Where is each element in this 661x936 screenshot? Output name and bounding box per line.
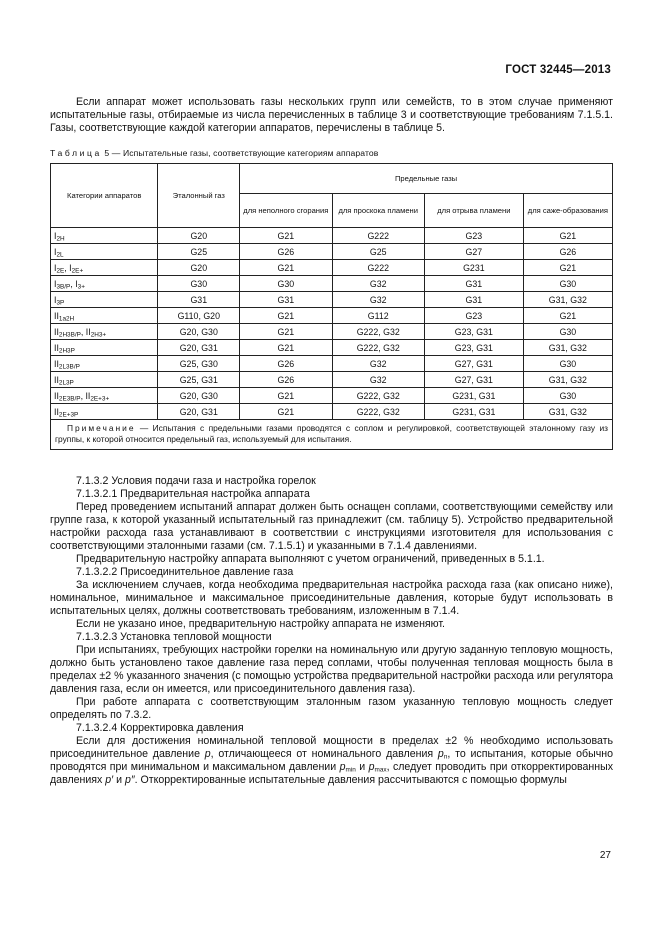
cell-flame-lift: G31 xyxy=(424,276,523,292)
table-row xyxy=(51,228,613,244)
cell-category: $I_{2H}$ xyxy=(51,228,158,244)
cell-flashback: G222 xyxy=(332,228,424,244)
cell-reference-gas: G25, G30 xyxy=(158,356,240,372)
header-flame-lift: для отрыва пламени xyxy=(424,194,523,228)
cell-flashback: G32 xyxy=(332,372,424,388)
cell-sooting: G30 xyxy=(523,356,612,372)
cell-reference-gas: G20, G31 xyxy=(158,340,240,356)
cell-reference-gas: G20 xyxy=(158,228,240,244)
cell-flame-lift: G23, G31 xyxy=(424,340,523,356)
header-sooting: для саже-образования xyxy=(523,194,612,228)
cell-category: $II_{2H3P}$ xyxy=(51,340,158,356)
cell-reference-gas: G20, G30 xyxy=(158,388,240,404)
cell-incomplete-combustion: G21 xyxy=(240,324,332,340)
cell-flame-lift: G27, G31 xyxy=(424,356,523,372)
intro-paragraph: Если аппарат может использовать газы нескольких групп или семейств, то в этом случае применяют испытательные газы, отбираемые из числа перечисленных в таблице 3 и соответствующие требованиям 7.1.5.1. Газы, соответствующие каждой категории аппаратов, перечислены в таблице 5. xyxy=(50,96,613,134)
cell-sooting: G30 xyxy=(523,324,612,340)
table-row xyxy=(51,340,613,356)
test-gas-table xyxy=(50,163,613,450)
cell-sooting: G21 xyxy=(523,260,612,276)
cell-flashback: G222, G32 xyxy=(332,388,424,404)
cell-incomplete-combustion: G21 xyxy=(240,388,332,404)
cell-reference-gas: G20, G30 xyxy=(158,324,240,340)
table-row xyxy=(51,356,613,372)
note-text: — Испытания с предельными газами проводятся с соплом и регулировкой, соответствующей эталонному газу из группы, к которой относится предельный газ, используемый для испытания. xyxy=(55,423,608,444)
cell-reference-gas: G110, G20 xyxy=(158,308,240,324)
cell-reference-gas: G30 xyxy=(158,276,240,292)
cell-category: $II_{2E+3P}$ xyxy=(51,404,158,420)
cell-sooting: G31, G32 xyxy=(523,340,612,356)
cell-category: $II_{2L3P}$ xyxy=(51,372,158,388)
cell-flame-lift: G231 xyxy=(424,260,523,276)
cell-flame-lift: G231, G31 xyxy=(424,388,523,404)
cell-incomplete-combustion: G21 xyxy=(240,340,332,356)
cell-sooting: G31, G32 xyxy=(523,372,612,388)
cell-reference-gas: G25 xyxy=(158,244,240,260)
cell-category: $I_{3B/P}$, $I_{3+}$ xyxy=(51,276,158,292)
section-body xyxy=(50,475,613,787)
cell-sooting: G31, G32 xyxy=(523,404,612,420)
table-row xyxy=(51,372,613,388)
cell-flame-lift: G23 xyxy=(424,308,523,324)
header-incomplete-combustion: для неполного сгорания xyxy=(240,194,332,228)
cell-incomplete-combustion: G21 xyxy=(240,404,332,420)
cell-category: $II_{2L3B/P}$ xyxy=(51,356,158,372)
cell-sooting: G30 xyxy=(523,276,612,292)
cell-reference-gas: G20, G31 xyxy=(158,404,240,420)
cell-sooting: G30 xyxy=(523,388,612,404)
cell-flashback: G112 xyxy=(332,308,424,324)
cell-sooting: G31, G32 xyxy=(523,292,612,308)
table-caption-text: 5 — Испытательные газы, соответствующие категориям аппаратов xyxy=(101,148,379,158)
table-row xyxy=(51,404,613,420)
heading-7-1-3-2-1: 7.1.3.2.1 Предварительная настройка аппарата xyxy=(76,488,310,500)
cell-sooting: G21 xyxy=(523,308,612,324)
cell-reference-gas: G31 xyxy=(158,292,240,308)
header-reference-gas: Эталонный газ xyxy=(158,164,240,228)
cell-reference-gas: G25, G31 xyxy=(158,372,240,388)
paragraph-heat-input-reference: При работе аппарата с соответствующим эталонным газом указанную тепловую мощность следует определять по 7.3.2. xyxy=(50,696,613,721)
cell-category: $I_{3P}$ xyxy=(51,292,158,308)
document-code: ГОСТ 32445—2013 xyxy=(505,64,611,76)
cell-flame-lift: G231, G31 xyxy=(424,404,523,420)
note-label: Примечание xyxy=(67,423,136,433)
paragraph-heat-input: При испытаниях, требующих настройки горелки на номинальную или другую заданную тепловую мощность, должно быть установлено такое давление газа перед соплами, чтобы полученная тепловая мощность была в пределах ±2 % указанного значения (с помощью устройства предварительной настройки расхода или регулятора давления газа, если он имеется, или присоединительного давления газа). xyxy=(50,644,613,695)
heading-7-1-3-2-2: 7.1.3.2.2 Присоединительное давление газа xyxy=(76,566,294,578)
cell-category: $I_{2E}$, $I_{2E+}$ xyxy=(51,260,158,276)
table-row xyxy=(51,276,613,292)
cell-flashback: G222, G32 xyxy=(332,404,424,420)
header-limit-gases: Предельные газы xyxy=(240,164,613,194)
cell-flame-lift: G23 xyxy=(424,228,523,244)
cell-flashback: G32 xyxy=(332,276,424,292)
cell-flashback: G222, G32 xyxy=(332,340,424,356)
table-note xyxy=(51,420,613,450)
cell-category: $II_{2E3B/P}$, $II_{2E+3+}$ xyxy=(51,388,158,404)
cell-flashback: G25 xyxy=(332,244,424,260)
cell-category: $II_{1a2H}$ xyxy=(51,308,158,324)
paragraph-no-change: Если не указано иное, предварительную настройку аппарата не изменяют. xyxy=(76,618,445,630)
table-row xyxy=(51,292,613,308)
table-row xyxy=(51,260,613,276)
cell-incomplete-combustion: G26 xyxy=(240,244,332,260)
cell-flame-lift: G31 xyxy=(424,292,523,308)
header-category: Категории аппаратов xyxy=(51,164,158,228)
cell-flashback: G222 xyxy=(332,260,424,276)
paragraph-supply-pressure: За исключением случаев, когда необходима предварительная настройка расхода газа (как описано ниже), номинальное, минимальное и максимальное присоединительные давления, которые будут использовать в испытательных целях, должны соответствовать требованиям, изложенным в 7.1.4. xyxy=(50,579,613,617)
cell-incomplete-combustion: G21 xyxy=(240,260,332,276)
cell-incomplete-combustion: G30 xyxy=(240,276,332,292)
cell-incomplete-combustion: G26 xyxy=(240,356,332,372)
table-row xyxy=(51,388,613,404)
table-caption-word: Таблица xyxy=(50,148,102,158)
table-row xyxy=(51,324,613,340)
cell-category: $II_{2H3B/P}$, $II_{2H3+}$ xyxy=(51,324,158,340)
cell-category: $I_{2L}$ xyxy=(51,244,158,260)
heading-7-1-3-2: 7.1.3.2 Условия подачи газа и настройка горелок xyxy=(76,475,316,487)
cell-reference-gas: G20 xyxy=(158,260,240,276)
cell-incomplete-combustion: G26 xyxy=(240,372,332,388)
page-number: 27 xyxy=(599,850,611,861)
table-caption xyxy=(50,148,378,158)
heading-7-1-3-2-4: 7.1.3.2.4 Корректировка давления xyxy=(76,722,244,734)
heading-7-1-3-2-3: 7.1.3.2.3 Установка тепловой мощности xyxy=(76,631,272,643)
paragraph-preset: Перед проведением испытаний аппарат должен быть оснащен соплами, соответствующими семейству или группе газа, к которой указанный испытательный газ принадлежит (см. таблицу 5). Устройство предварительной настройки расхода газа устанавливают в соответствии с инструкциями изготовителя для использования с соответствующими эталонными газами (см. 7.1.5.1) и указанными в 7.1.4 давлениями. xyxy=(50,501,613,552)
cell-flashback: G32 xyxy=(332,292,424,308)
cell-incomplete-combustion: G21 xyxy=(240,228,332,244)
paragraph-pressure-correction: Если для достижения номинальной тепловой мощности в пределах ±2 % необходимо использовать присоединительное давление p, отличающееся от номинального давления $p_n$, то испытания, которые обычно проводятся при минимальном и максимальном давлении $p_{min}$ и $p_{max}$, следует проводить при откорректированных давлениях p′ и p″. Откорректированные испытательные давления рассчитываются с помощью формулы xyxy=(50,735,613,786)
cell-flame-lift: G23, G31 xyxy=(424,324,523,340)
cell-incomplete-combustion: G21 xyxy=(240,308,332,324)
cell-sooting: G26 xyxy=(523,244,612,260)
table-row xyxy=(51,308,613,324)
cell-flashback: G32 xyxy=(332,356,424,372)
table-row xyxy=(51,244,613,260)
cell-incomplete-combustion: G31 xyxy=(240,292,332,308)
paragraph-preset-limits: Предварительную настройку аппарата выполняют с учетом ограничений, приведенных в 5.1.1. xyxy=(76,553,545,565)
cell-sooting: G21 xyxy=(523,228,612,244)
cell-flame-lift: G27 xyxy=(424,244,523,260)
cell-flame-lift: G27, G31 xyxy=(424,372,523,388)
cell-flashback: G222, G32 xyxy=(332,324,424,340)
header-flashback: для проскока пламени xyxy=(332,194,424,228)
